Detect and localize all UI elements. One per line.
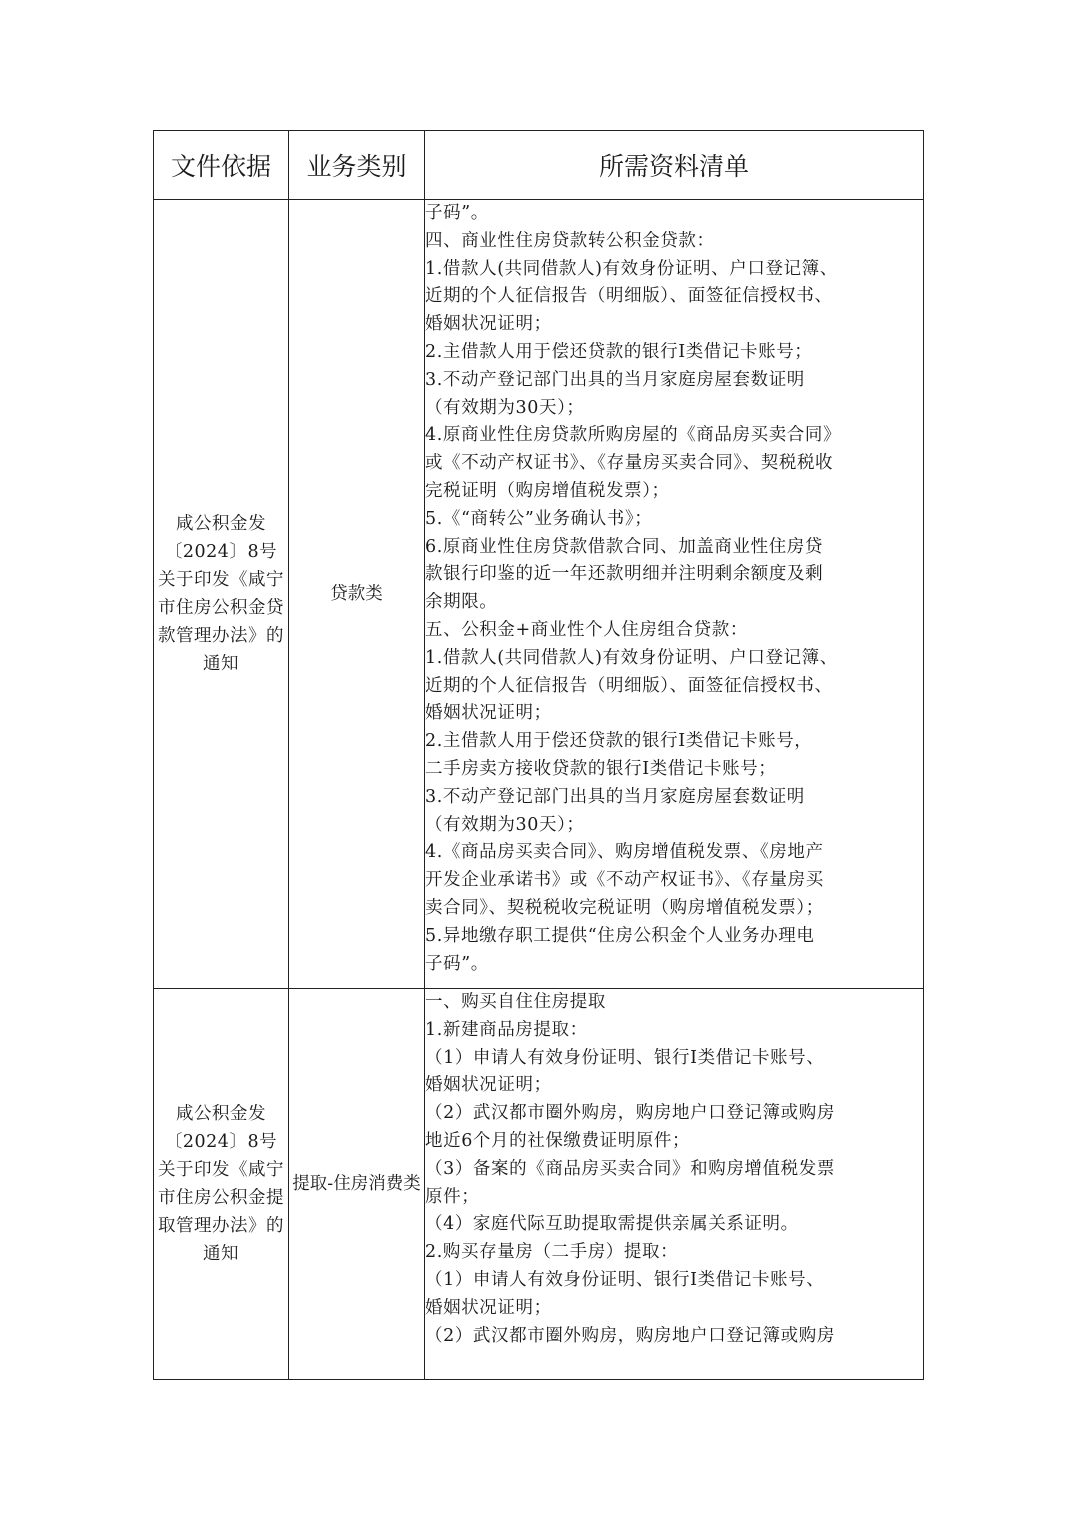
material-line: （1）申请人有效身份证明、银行Ⅰ类借记卡账号、 — [425, 1047, 825, 1068]
table-row — [154, 200, 924, 989]
material-line: 近期的个人征信报告（明细版）、面签征信授权书、 — [425, 286, 833, 307]
material-line: 1.借款人(共同借款人)有效身份证明、户口登记簿、 — [425, 258, 838, 279]
material-line: 6.原商业性住房贷款借款合同、加盖商业性住房贷 — [425, 536, 823, 557]
material-line: 4.《商品房买卖合同》、购房增值税发票、《房地产 — [425, 842, 824, 863]
material-line: 3.不动产登记部门出具的当月家庭房屋套数证明 — [425, 786, 805, 807]
row-materials-loan — [425, 200, 924, 989]
header-category: 业务类别 — [289, 131, 425, 200]
row-basis-loan: 咸公积金发〔2024〕8号 关于印发《咸宁市住房公积金贷款管理办法》的通知 — [154, 200, 289, 989]
header-materials: 所需资料清单 — [425, 131, 924, 200]
row-category-withdrawal: 提取-住房消费类 — [289, 989, 425, 1380]
row-materials-withdrawal — [425, 989, 924, 1380]
material-line: 婚姻状况证明； — [425, 1075, 552, 1096]
table-row — [154, 989, 924, 1380]
material-line: （4）家庭代际互助提取需提供亲属关系证明。 — [425, 1214, 799, 1235]
material-line: （1）申请人有效身份证明、银行Ⅰ类借记卡账号、 — [425, 1269, 825, 1290]
row-basis-withdrawal: 咸公积金发〔2024〕8号 关于印发《咸宁市住房公积金提取管理办法》的通知 — [154, 989, 289, 1380]
material-line: （有效期为30天）； — [425, 397, 585, 418]
material-line: 3.不动产登记部门出具的当月家庭房屋套数证明 — [425, 369, 805, 390]
material-line: 五、公积金+商业性个人住房组合贷款： — [425, 619, 748, 640]
material-line: 5.异地缴存职工提供“住房公积金个人业务办理电 — [425, 925, 815, 946]
material-line: 1.新建商品房提取： — [425, 1019, 588, 1040]
material-line: 5.《“商转公”业务确认书》； — [425, 508, 653, 529]
material-line: 4.原商业性住房贷款所购房屋的《商品房买卖合同》 — [425, 425, 842, 446]
material-line: 款银行印鉴的近一年还款明细并注明剩余额度及剩 — [425, 564, 824, 585]
material-line: 近期的个人征信报告（明细版）、面签征信授权书、 — [425, 675, 833, 696]
material-line: 原件； — [425, 1186, 480, 1207]
material-line: 卖合同》、契税税收完税证明（购房增值税发票）； — [425, 897, 824, 918]
material-line: 子码”。 — [425, 953, 489, 974]
material-line: 二手房卖方接收贷款的银行Ⅰ类借记卡账号； — [425, 758, 777, 779]
material-line: 1.借款人(共同借款人)有效身份证明、户口登记簿、 — [425, 647, 838, 668]
material-line: 2.主借款人用于偿还贷款的银行Ⅰ类借记卡账号， — [425, 731, 813, 752]
material-line: 或《不动产权证书》、《存量房买卖合同》、契税税收 — [425, 453, 834, 474]
material-line: 婚姻状况证明； — [425, 314, 552, 335]
material-line: 2.主借款人用于偿还贷款的银行Ⅰ类借记卡账号； — [425, 341, 813, 362]
material-line: （2）武汉都市圈外购房，购房地户口登记簿或购房 — [425, 1103, 835, 1124]
material-line: 余期限。 — [425, 592, 498, 613]
material-line: 一、购买自住住房提取 — [425, 992, 606, 1012]
material-line: 四、商业性住房贷款转公积金贷款： — [425, 230, 715, 251]
table-header-row — [154, 131, 924, 200]
material-line: 婚姻状况证明； — [425, 1297, 552, 1318]
material-line: 婚姻状况证明； — [425, 703, 552, 724]
material-line: （有效期为30天）； — [425, 814, 585, 835]
material-line: 2.购买存量房（二手房）提取： — [425, 1242, 679, 1263]
material-line: 子码”。 — [425, 203, 489, 223]
material-line: 完税证明（购房增值税发票）； — [425, 480, 670, 501]
row-category-loan: 贷款类 — [289, 200, 425, 989]
material-line: （2）武汉都市圈外购房，购房地户口登记簿或购房 — [425, 1325, 835, 1346]
material-line: 地近6个月的社保缴费证明原件； — [425, 1130, 691, 1151]
header-basis: 文件依据 — [154, 131, 289, 200]
materials-table — [153, 130, 924, 1380]
material-line: （3）备案的《商品房买卖合同》和购房增值税发票 — [425, 1158, 835, 1179]
material-line: 开发企业承诺书》或《不动产权证书》、《存量房买 — [425, 870, 824, 891]
